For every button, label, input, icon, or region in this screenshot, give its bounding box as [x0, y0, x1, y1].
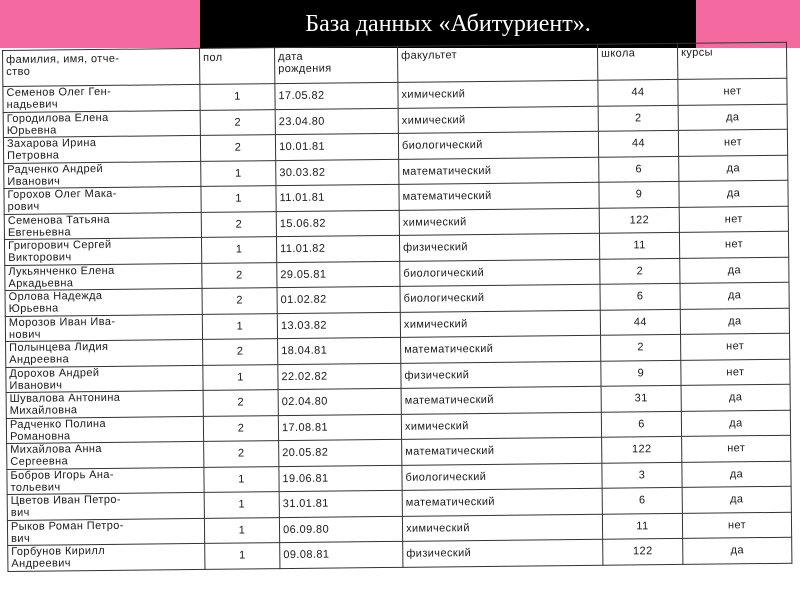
cell-sex: 1: [204, 466, 279, 492]
cell-school: 6: [602, 487, 682, 513]
cell-sex: 2: [203, 339, 278, 365]
cell-birth: 31.01.81: [279, 490, 402, 517]
cell-sex: 1: [202, 313, 277, 339]
cell-faculty: химический: [398, 80, 598, 108]
cell-birth: 19.06.81: [279, 465, 402, 492]
cell-faculty: математический: [401, 335, 601, 363]
cell-courses: да: [681, 410, 790, 437]
cell-name: Полынцева Лидия Андреевна: [6, 339, 203, 367]
cell-sex: 2: [203, 415, 278, 441]
cell-birth: 29.05.81: [277, 261, 400, 288]
cell-birth: 10.01.81: [275, 133, 398, 160]
slide-title: [200, 0, 696, 48]
cell-school: 44: [598, 130, 678, 156]
cell-school: 6: [601, 411, 681, 437]
cell-name: Григорович Сергей Викторович: [4, 237, 201, 265]
cell-birth: 18.04.81: [278, 337, 401, 364]
cell-school: 9: [601, 360, 681, 386]
cell-sex: 1: [204, 517, 279, 543]
cell-name: Семенов Олег Ген- надьевич: [3, 84, 200, 112]
cell-school: 2: [600, 258, 680, 284]
cell-sex: 1: [201, 237, 276, 263]
cell-name: Лукьянченко Елена Аркадьевна: [5, 263, 202, 291]
cell-sex: 1: [201, 186, 276, 212]
cell-school: 44: [600, 309, 680, 335]
cell-school: 11: [599, 232, 679, 258]
cell-school: 6: [600, 283, 680, 309]
cell-sex: 2: [204, 441, 279, 467]
cell-courses: нет: [681, 333, 790, 360]
cell-sex: 1: [200, 84, 275, 110]
cell-birth: 20.05.82: [279, 439, 402, 466]
slide-title-text: База данных «Абитуриент».: [305, 10, 591, 37]
cell-name: Цветов Иван Петро- вич: [7, 492, 204, 520]
cell-sex: 2: [201, 211, 276, 237]
cell-school: 122: [603, 538, 683, 564]
cell-name: Бобров Игорь Ана- тольевич: [7, 467, 204, 495]
cell-school: 2: [601, 334, 681, 360]
cell-school: 2: [598, 105, 678, 131]
cell-sex: 2: [202, 288, 277, 314]
cell-birth: 15.06.82: [276, 210, 399, 237]
cell-sex: 1: [201, 160, 276, 186]
cell-courses: да: [683, 537, 792, 564]
cell-courses: да: [681, 384, 790, 411]
cell-courses: да: [680, 308, 789, 335]
cell-name: Захарова Ирина Петровна: [3, 135, 200, 163]
cell-courses: нет: [682, 512, 791, 539]
cell-school: 6: [599, 156, 679, 182]
cell-courses: да: [679, 180, 788, 207]
cell-courses: да: [680, 282, 789, 309]
cell-faculty: биологический: [400, 259, 600, 287]
cell-birth: 22.02.82: [278, 363, 401, 390]
cell-name: Семенова Татьяна Евгеньевна: [4, 212, 201, 240]
cell-sex: 2: [200, 135, 275, 161]
cell-birth: 06.09.80: [279, 516, 402, 543]
cell-sex: 2: [202, 262, 277, 288]
cell-courses: нет: [679, 231, 788, 258]
header-school: школа: [597, 43, 677, 80]
header-sex: пол: [199, 48, 274, 85]
cell-school: 122: [602, 436, 682, 462]
cell-faculty: химический: [400, 310, 600, 338]
cell-faculty: математический: [402, 437, 602, 465]
cell-school: 31: [601, 385, 681, 411]
cell-faculty: химический: [398, 106, 598, 134]
cell-birth: 11.01.81: [276, 184, 399, 211]
header-name: фамилия, имя, отче- ство: [3, 48, 200, 86]
cell-sex: 2: [200, 109, 275, 135]
cell-sex: 2: [203, 390, 278, 416]
cell-faculty: математический: [399, 182, 599, 210]
cell-courses: нет: [678, 129, 787, 156]
cell-courses: да: [680, 257, 789, 284]
cell-faculty: физический: [401, 361, 601, 389]
cell-faculty: биологический: [402, 463, 602, 491]
cell-faculty: химический: [402, 514, 602, 542]
cell-courses: да: [679, 155, 788, 182]
cell-name: Дорохов Андрей Иванович: [6, 365, 203, 393]
cell-sex: 1: [205, 543, 280, 569]
cell-faculty: биологический: [400, 284, 600, 312]
cell-faculty: физический: [403, 539, 603, 567]
cell-birth: 01.02.82: [277, 286, 400, 313]
cell-birth: 17.08.81: [278, 414, 401, 441]
cell-birth: 02.04.80: [278, 388, 401, 415]
cell-faculty: биологический: [398, 131, 598, 159]
cell-name: Рыков Роман Петро- вич: [7, 518, 204, 546]
table-body: [3, 78, 792, 571]
cell-birth: 23.04.80: [275, 108, 398, 135]
cell-birth: 13.03.82: [277, 312, 400, 339]
header-birth: дата рождения: [274, 46, 397, 83]
cell-name: Радченко Андрей Иванович: [4, 161, 201, 189]
cell-birth: 09.08.81: [280, 541, 403, 568]
applicants-table: [2, 42, 792, 572]
cell-courses: нет: [679, 206, 788, 233]
cell-name: Орлова Надежда Юрьевна: [5, 288, 202, 316]
cell-faculty: физический: [399, 233, 599, 261]
cell-birth: 17.05.82: [275, 82, 398, 109]
cell-school: 122: [599, 207, 679, 233]
cell-name: Шувалова Антонина Михайловна: [6, 390, 203, 418]
cell-courses: да: [682, 486, 791, 513]
cell-name: Городилова Елена Юрьевна: [3, 110, 200, 138]
cell-faculty: математический: [401, 386, 601, 414]
cell-name: Радченко Полина Романовна: [6, 416, 203, 444]
cell-birth: 30.03.82: [276, 159, 399, 186]
scanned-table: [2, 42, 792, 595]
cell-faculty: химический: [399, 208, 599, 236]
cell-school: 11: [602, 513, 682, 539]
accent-band-left: [0, 0, 200, 48]
cell-sex: 1: [203, 364, 278, 390]
header-faculty: факультет: [397, 44, 597, 82]
cell-name: Михайлова Анна Сергеевна: [7, 441, 204, 469]
cell-sex: 1: [204, 492, 279, 518]
cell-faculty: математический: [402, 488, 602, 516]
cell-name: Морозов Иван Ива- нович: [5, 314, 202, 342]
cell-faculty: химический: [401, 412, 601, 440]
cell-courses: нет: [682, 435, 791, 462]
cell-courses: нет: [681, 359, 790, 386]
cell-courses: да: [678, 104, 787, 131]
cell-school: 9: [599, 181, 679, 207]
cell-faculty: математический: [399, 157, 599, 185]
cell-birth: 11.01.82: [276, 235, 399, 262]
cell-school: 3: [602, 462, 682, 488]
cell-name: Горохов Олег Мака- рович: [4, 186, 201, 214]
header-courses: курсы: [677, 42, 786, 79]
cell-name: Горбунов Кирилл Андреевич: [8, 543, 205, 571]
cell-courses: нет: [678, 78, 787, 105]
cell-courses: да: [682, 461, 791, 488]
cell-school: 44: [598, 79, 678, 105]
